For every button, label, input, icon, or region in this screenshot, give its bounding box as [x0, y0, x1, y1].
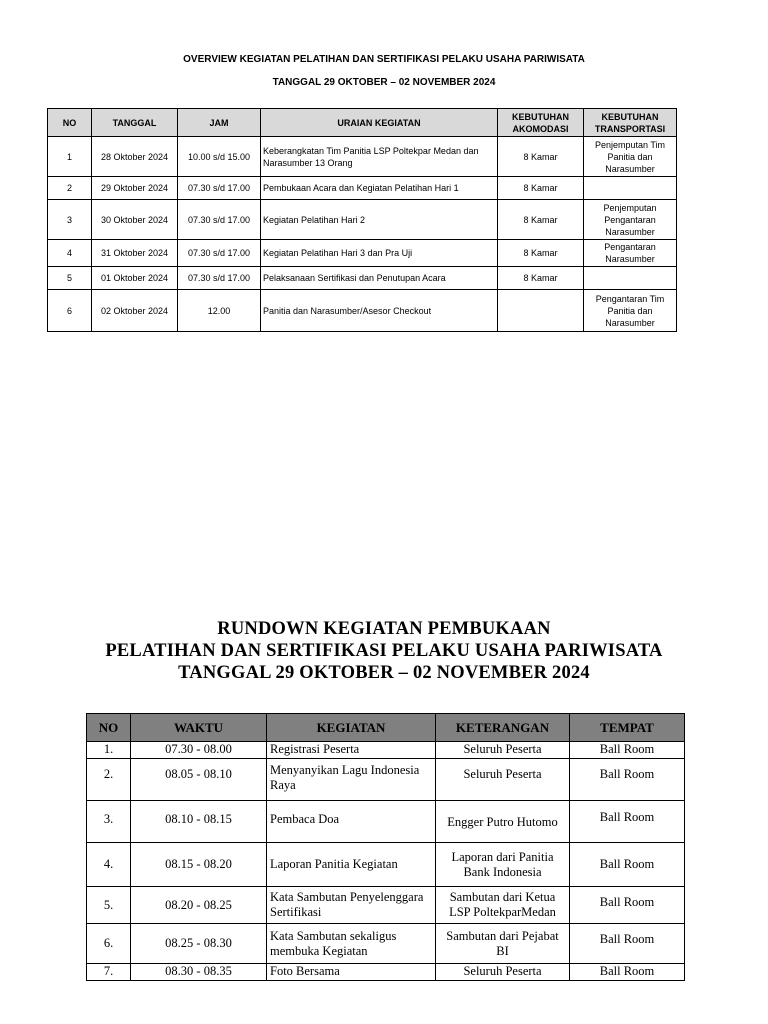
cell-no: 2: [48, 177, 92, 200]
header-waktu: WAKTU: [131, 714, 267, 742]
cell-akomodasi: [498, 290, 584, 332]
cell-tempat: Ball Room: [570, 759, 685, 801]
cell-keterangan: Seluruh Peserta: [436, 742, 570, 759]
header-uraian: URAIAN KEGIATAN: [261, 109, 498, 137]
table-row: [87, 964, 685, 981]
cell-no: 1.: [87, 742, 131, 759]
cell-jam: 07.30 s/d 17.00: [178, 240, 261, 267]
cell-tanggal: 29 Oktober 2024: [92, 177, 178, 200]
cell-kegiatan: Registrasi Peserta: [267, 742, 436, 759]
cell-transportasi: [584, 177, 677, 200]
rundown-table: [86, 713, 685, 981]
table-row: [87, 924, 685, 964]
header-keterangan: KETERANGAN: [436, 714, 570, 742]
cell-no: 5.: [87, 887, 131, 924]
cell-tanggal: 28 Oktober 2024: [92, 137, 178, 177]
cell-waktu: 08.15 - 08.20: [131, 843, 267, 887]
cell-waktu: 08.10 - 08.15: [131, 801, 267, 843]
cell-transportasi: Pengantaran Tim Panitia dan Narasumber: [584, 290, 677, 332]
cell-waktu: 07.30 - 08.00: [131, 742, 267, 759]
cell-no: 7.: [87, 964, 131, 981]
cell-transportasi: Pengantaran Narasumber: [584, 240, 677, 267]
table-row: [48, 137, 677, 177]
cell-tanggal: 02 Oktober 2024: [92, 290, 178, 332]
table-row: [87, 843, 685, 887]
header-akomodasi: KEBUTUHAN AKOMODASI: [498, 109, 584, 137]
rundown-title-line2: PELATIHAN DAN SERTIFIKASI PELAKU USAHA PARIWISATA: [105, 641, 663, 661]
cell-no: 4: [48, 240, 92, 267]
cell-no: 6.: [87, 924, 131, 964]
header-no: NO: [48, 109, 92, 137]
cell-jam: 07.30 s/d 17.00: [178, 200, 261, 240]
cell-kegiatan: Laporan Panitia Kegiatan: [267, 843, 436, 887]
cell-no: 4.: [87, 843, 131, 887]
cell-jam: 10.00 s/d 15.00: [178, 137, 261, 177]
cell-uraian: Keberangkatan Tim Panitia LSP Poltekpar Medan dan Narasumber 13 Orang: [261, 137, 498, 177]
cell-kegiatan: Pembaca Doa: [267, 801, 436, 843]
cell-keterangan: Seluruh Peserta: [436, 964, 570, 981]
cell-kegiatan: Foto Bersama: [267, 964, 436, 981]
overview-table: [47, 108, 677, 332]
cell-no: 1: [48, 137, 92, 177]
cell-tanggal: 31 Oktober 2024: [92, 240, 178, 267]
table-row: [87, 801, 685, 843]
table-row: [87, 759, 685, 801]
cell-no: 5: [48, 267, 92, 290]
cell-no: 3.: [87, 801, 131, 843]
cell-akomodasi: 8 Kamar: [498, 267, 584, 290]
cell-waktu: 08.25 - 08.30: [131, 924, 267, 964]
cell-transportasi: Penjemputan Pengantaran Narasumber: [584, 200, 677, 240]
cell-kegiatan: Menyanyikan Lagu Indonesia Raya: [267, 759, 436, 801]
rundown-title-line3: TANGGAL 29 OKTOBER – 02 NOVEMBER 2024: [178, 663, 590, 683]
cell-kegiatan: Kata Sambutan Penyelenggara Sertifikasi: [267, 887, 436, 924]
rundown-title-line1: RUNDOWN KEGIATAN PEMBUKAAN: [217, 619, 551, 639]
header-tempat: TEMPAT: [570, 714, 685, 742]
cell-uraian: Pembukaan Acara dan Kegiatan Pelatihan Hari 1: [261, 177, 498, 200]
cell-no: 3: [48, 200, 92, 240]
cell-akomodasi: 8 Kamar: [498, 177, 584, 200]
table-row: [87, 742, 685, 759]
header-kegiatan: KEGIATAN: [267, 714, 436, 742]
cell-akomodasi: 8 Kamar: [498, 200, 584, 240]
cell-akomodasi: 8 Kamar: [498, 137, 584, 177]
rundown-header-row: [87, 714, 685, 742]
table-row: [48, 200, 677, 240]
cell-tempat: Ball Room: [570, 887, 685, 924]
table-row: [48, 240, 677, 267]
cell-uraian: Kegiatan Pelatihan Hari 3 dan Pra Uji: [261, 240, 498, 267]
cell-keterangan: Engger Putro Hutomo: [436, 801, 570, 843]
header-jam: JAM: [178, 109, 261, 137]
header-tanggal: TANGGAL: [92, 109, 178, 137]
cell-tempat: Ball Room: [570, 742, 685, 759]
cell-tempat: Ball Room: [570, 964, 685, 981]
cell-uraian: Kegiatan Pelatihan Hari 2: [261, 200, 498, 240]
cell-keterangan: Sambutan dari Pejabat BI: [436, 924, 570, 964]
cell-jam: 07.30 s/d 17.00: [178, 177, 261, 200]
overview-header-row: [48, 109, 677, 137]
cell-keterangan: Sambutan dari Ketua LSP PoltekparMedan: [436, 887, 570, 924]
cell-waktu: 08.20 - 08.25: [131, 887, 267, 924]
cell-waktu: 08.05 - 08.10: [131, 759, 267, 801]
cell-no: 6: [48, 290, 92, 332]
cell-tanggal: 01 Oktober 2024: [92, 267, 178, 290]
cell-tanggal: 30 Oktober 2024: [92, 200, 178, 240]
cell-akomodasi: 8 Kamar: [498, 240, 584, 267]
table-row: [87, 887, 685, 924]
table-row: [48, 177, 677, 200]
header-no: NO: [87, 714, 131, 742]
overview-subtitle: TANGGAL 29 OKTOBER – 02 NOVEMBER 2024: [272, 77, 496, 88]
cell-tempat: Ball Room: [570, 801, 685, 843]
table-row: [48, 290, 677, 332]
cell-jam: 12.00: [178, 290, 261, 332]
table-row: [48, 267, 677, 290]
cell-jam: 07.30 s/d 17.00: [178, 267, 261, 290]
cell-transportasi: Penjemputan Tim Panitia dan Narasumber: [584, 137, 677, 177]
cell-tempat: Ball Room: [570, 843, 685, 887]
cell-tempat: Ball Room: [570, 924, 685, 964]
cell-no: 2.: [87, 759, 131, 801]
cell-uraian: Panitia dan Narasumber/Asesor Checkout: [261, 290, 498, 332]
overview-title: OVERVIEW KEGIATAN PELATIHAN DAN SERTIFIKASI PELAKU USAHA PARIWISATA: [183, 54, 585, 65]
header-transportasi: KEBUTUHAN TRANSPORTASI: [584, 109, 677, 137]
cell-keterangan: Seluruh Peserta: [436, 759, 570, 801]
cell-waktu: 08.30 - 08.35: [131, 964, 267, 981]
cell-transportasi: [584, 267, 677, 290]
cell-uraian: Pelaksanaan Sertifikasi dan Penutupan Acara: [261, 267, 498, 290]
cell-keterangan: Laporan dari Panitia Bank Indonesia: [436, 843, 570, 887]
cell-kegiatan: Kata Sambutan sekaligus membuka Kegiatan: [267, 924, 436, 964]
